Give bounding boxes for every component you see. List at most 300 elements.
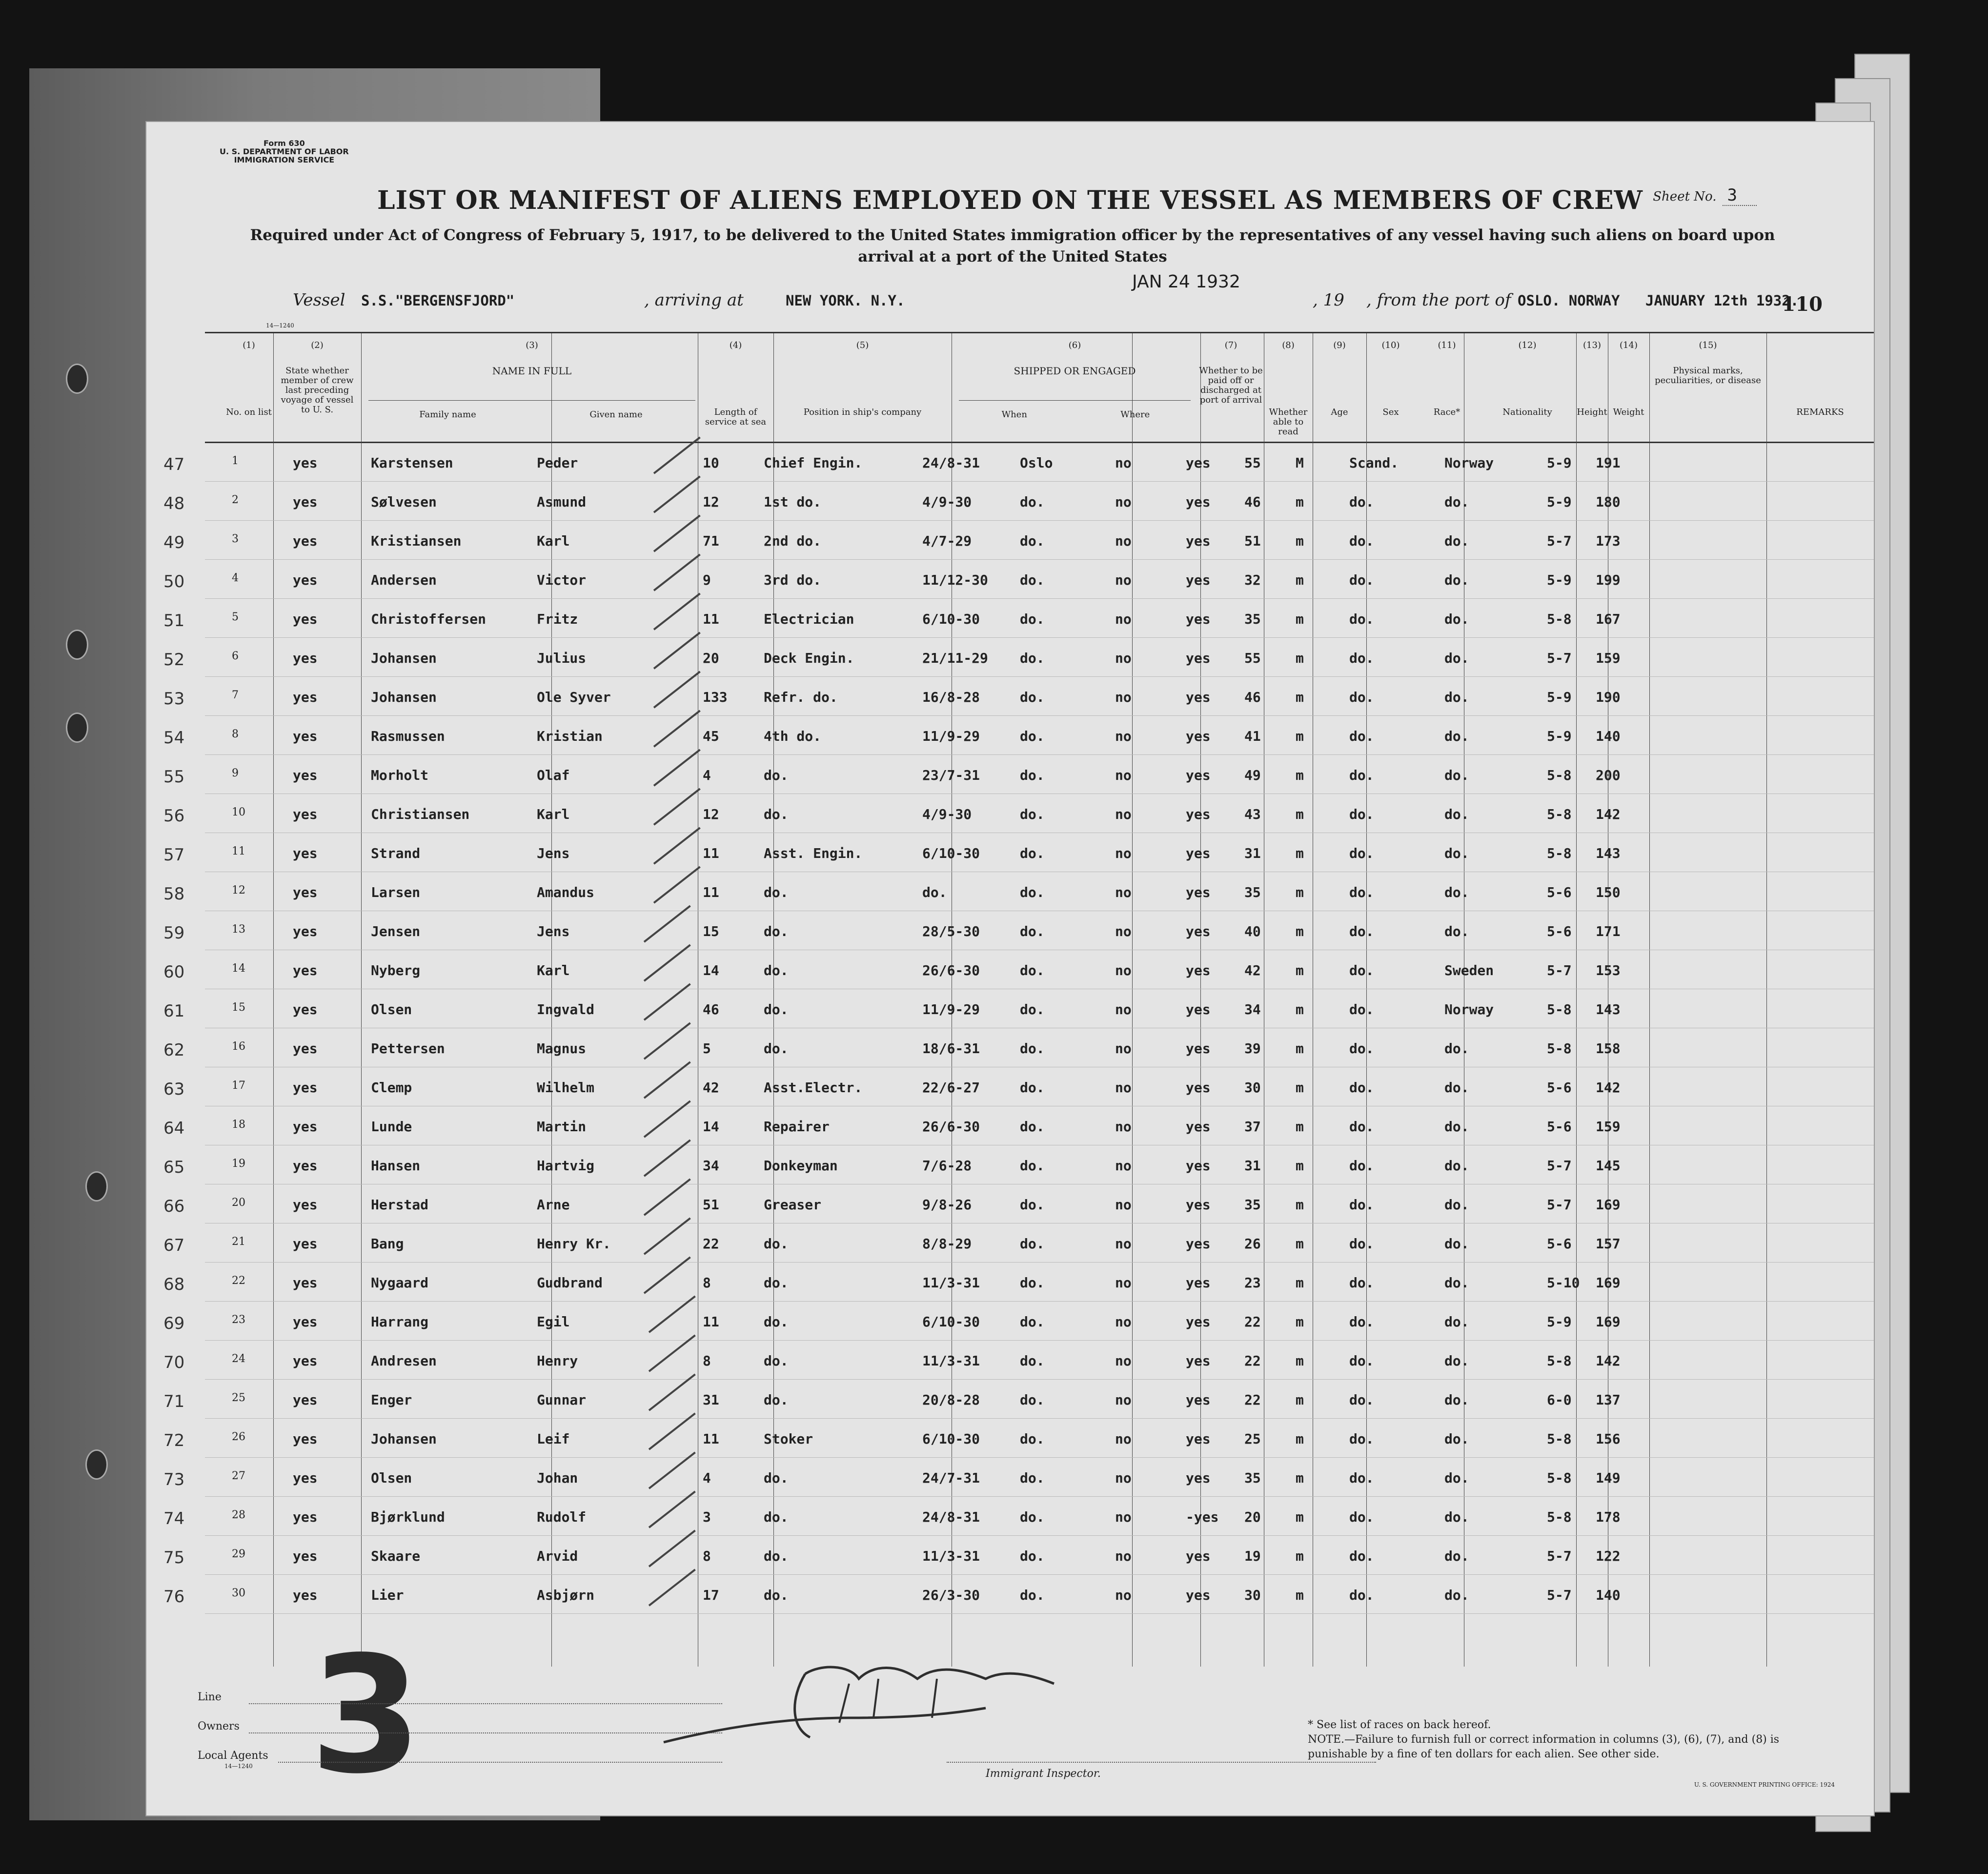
cell-read: yes xyxy=(1186,1080,1211,1096)
cell-sex: m xyxy=(1296,806,1304,822)
cell-age: 46 xyxy=(1244,689,1261,705)
cell-where: do. xyxy=(1020,1001,1045,1018)
column-header: Race* xyxy=(1433,407,1461,417)
cell-age: 34 xyxy=(1244,1001,1261,1018)
row-rule xyxy=(205,1496,1874,1497)
cell-no: 28 xyxy=(232,1509,245,1521)
cell-paid: no xyxy=(1115,572,1132,588)
cell-sex: m xyxy=(1296,1353,1304,1369)
cell-when: 23/7-31 xyxy=(922,767,980,783)
cell-no: 9 xyxy=(232,767,239,779)
cell-read: yes xyxy=(1186,689,1211,705)
cell-no: 20 xyxy=(232,1197,245,1209)
cell-nat: do. xyxy=(1444,1040,1469,1057)
cell-prev: yes xyxy=(293,1509,318,1525)
cell-no: 13 xyxy=(232,923,245,936)
column-header: Whether able to read xyxy=(1269,407,1308,437)
cell-race: do. xyxy=(1349,962,1374,978)
cell-weight: 150 xyxy=(1596,884,1621,900)
cell-prev: yes xyxy=(293,1353,318,1369)
table-row xyxy=(146,1459,1874,1498)
from-port-label: , from the port of xyxy=(1366,290,1511,310)
cell-no: 11 xyxy=(232,845,245,857)
table-row xyxy=(146,835,1874,874)
cell-position: Greaser xyxy=(764,1197,822,1213)
cell-weight: 167 xyxy=(1596,611,1621,627)
cell-no: 6 xyxy=(232,650,239,662)
cell-prev: yes xyxy=(293,1548,318,1564)
cell-sex: m xyxy=(1296,1548,1304,1564)
fine-note: NOTE.—Failure to furnish full or correct information in columns (3), (6), (7), and (8) is punishable by a fine of ten dollars for each alien. See other side. xyxy=(1308,1733,1780,1760)
cell-sex: m xyxy=(1296,1275,1304,1291)
cell-read: yes xyxy=(1186,884,1211,900)
cell-nat: do. xyxy=(1444,1587,1469,1603)
cell-idx: 63 xyxy=(163,1080,185,1099)
cell-paid: no xyxy=(1115,884,1132,900)
cell-family: Andersen xyxy=(371,572,437,588)
cell-family: Rasmussen xyxy=(371,728,445,744)
cell-idx: 64 xyxy=(163,1119,185,1138)
cell-weight: 143 xyxy=(1596,1001,1621,1018)
cell-paid: no xyxy=(1115,962,1132,978)
punch-hole xyxy=(85,1449,108,1480)
column-subheader: When xyxy=(1001,409,1027,420)
vessel-label: Vessel xyxy=(293,290,345,310)
cell-no: 23 xyxy=(232,1314,245,1326)
cell-paid: no xyxy=(1115,1119,1132,1135)
cell-height: 5-10 xyxy=(1547,1275,1580,1291)
cell-when: 20/8-28 xyxy=(922,1392,980,1408)
cell-no: 25 xyxy=(232,1392,245,1404)
cell-given: Johan xyxy=(537,1470,578,1486)
cell-height: 5-6 xyxy=(1547,923,1572,939)
cell-height: 5-6 xyxy=(1547,1119,1572,1135)
cell-race: do. xyxy=(1349,1040,1374,1057)
cell-family: Nygaard xyxy=(371,1275,429,1291)
cell-service: 15 xyxy=(703,923,719,939)
cell-paid: no xyxy=(1115,533,1132,549)
cell-given: Karl xyxy=(537,962,570,978)
cell-age: 23 xyxy=(1244,1275,1261,1291)
column-number: (14) xyxy=(1620,340,1638,350)
cell-race: do. xyxy=(1349,494,1374,510)
cell-nat: do. xyxy=(1444,767,1469,783)
cell-where: do. xyxy=(1020,845,1045,861)
cell-when: 26/3-30 xyxy=(922,1587,980,1603)
cell-position: do. xyxy=(764,1001,789,1018)
cell-paid: no xyxy=(1115,455,1132,471)
column-number: (3) xyxy=(526,340,538,350)
cell-position: do. xyxy=(764,767,789,783)
cell-race: do. xyxy=(1349,1001,1374,1018)
large-sheet-number: 3 xyxy=(310,1622,422,1809)
cell-no: 16 xyxy=(232,1040,245,1053)
cell-given: Victor xyxy=(537,572,587,588)
cell-where: do. xyxy=(1020,572,1045,588)
cell-paid: no xyxy=(1115,806,1132,822)
row-rule xyxy=(205,637,1874,638)
cell-service: 12 xyxy=(703,494,719,510)
cell-sex: m xyxy=(1296,1314,1304,1330)
cell-where: do. xyxy=(1020,1470,1045,1486)
cell-sex: m xyxy=(1296,1392,1304,1408)
cell-no: 10 xyxy=(232,806,245,818)
cell-sex: m xyxy=(1296,689,1304,705)
cell-nat: do. xyxy=(1444,1392,1469,1408)
cell-race: do. xyxy=(1349,884,1374,900)
cell-no: 18 xyxy=(232,1119,245,1131)
cell-weight: 169 xyxy=(1596,1275,1621,1291)
cell-nat: do. xyxy=(1444,806,1469,822)
cell-given: Asbjørn xyxy=(537,1587,595,1603)
cell-service: 8 xyxy=(703,1548,711,1564)
cell-read: yes xyxy=(1186,1392,1211,1408)
column-number: (9) xyxy=(1333,340,1346,350)
cell-family: Morholt xyxy=(371,767,429,783)
cell-idx: 48 xyxy=(163,494,185,513)
arriving-label: , arriving at xyxy=(644,290,744,310)
cell-height: 5-7 xyxy=(1547,962,1572,978)
cell-paid: no xyxy=(1115,1431,1132,1447)
cell-position: 4th do. xyxy=(764,728,822,744)
cell-given: Egil xyxy=(537,1314,570,1330)
cell-read: yes xyxy=(1186,1275,1211,1291)
cell-position: Stoker xyxy=(764,1431,813,1447)
table-row xyxy=(146,1498,1874,1537)
punch-hole xyxy=(85,1171,108,1202)
agents-rule xyxy=(278,1762,722,1763)
column-number: (1) xyxy=(243,340,255,350)
cell-height: 5-7 xyxy=(1547,1548,1572,1564)
cell-service: 17 xyxy=(703,1587,719,1603)
cell-where: do. xyxy=(1020,1353,1045,1369)
cell-given: Hartvig xyxy=(537,1158,595,1174)
cell-when: 11/3-31 xyxy=(922,1548,980,1564)
cell-service: 5 xyxy=(703,1040,711,1057)
vessel-name: S.S."BERGENSFJORD" xyxy=(361,292,515,309)
cell-family: Pettersen xyxy=(371,1040,445,1057)
cell-race: do. xyxy=(1349,1509,1374,1525)
cell-prev: yes xyxy=(293,1236,318,1252)
cell-given: Arvid xyxy=(537,1548,578,1564)
column-header: Height xyxy=(1577,407,1607,417)
cell-prev: yes xyxy=(293,611,318,627)
cell-race: do. xyxy=(1349,1236,1374,1252)
cell-nat: do. xyxy=(1444,845,1469,861)
column-header: Age xyxy=(1331,407,1348,417)
cell-nat: do. xyxy=(1444,1431,1469,1447)
cell-read: yes xyxy=(1186,962,1211,978)
cell-no: 2 xyxy=(232,494,239,506)
cell-position: do. xyxy=(764,1353,789,1369)
cell-prev: yes xyxy=(293,572,318,588)
cell-when: 24/8-31 xyxy=(922,1509,980,1525)
cell-family: Bang xyxy=(371,1236,404,1252)
cell-nat: do. xyxy=(1444,728,1469,744)
cell-where: do. xyxy=(1020,1587,1045,1603)
table-row xyxy=(146,717,1874,756)
cell-weight: 145 xyxy=(1596,1158,1621,1174)
cell-when: 9/8-26 xyxy=(922,1197,972,1213)
cell-weight: 140 xyxy=(1596,728,1621,744)
cell-nat: do. xyxy=(1444,533,1469,549)
cell-when: 4/9-30 xyxy=(922,806,972,822)
table-row xyxy=(146,1576,1874,1615)
cell-where: do. xyxy=(1020,962,1045,978)
cell-where: do. xyxy=(1020,611,1045,627)
cell-family: Hansen xyxy=(371,1158,421,1174)
cell-family: Sølvesen xyxy=(371,494,437,510)
cell-paid: no xyxy=(1115,650,1132,666)
cell-age: 41 xyxy=(1244,728,1261,744)
cell-nat: do. xyxy=(1444,611,1469,627)
cell-given: Jens xyxy=(537,923,570,939)
departure-port: OSLO. NORWAY JANUARY 12th 1932. xyxy=(1518,292,1799,309)
cell-where: do. xyxy=(1020,1509,1045,1525)
cell-prev: yes xyxy=(293,1040,318,1057)
cell-read: yes xyxy=(1186,533,1211,549)
table-row xyxy=(146,1537,1874,1576)
cell-sex: m xyxy=(1296,1080,1304,1096)
column-header: REMARKS xyxy=(1796,407,1844,417)
cell-nat: do. xyxy=(1444,1509,1469,1525)
cell-sex: m xyxy=(1296,1236,1304,1252)
cell-prev: yes xyxy=(293,494,318,510)
column-subheader: Where xyxy=(1120,409,1150,420)
cell-no: 29 xyxy=(232,1548,245,1560)
row-rule xyxy=(205,754,1874,755)
cell-nat: Sweden xyxy=(1444,962,1494,978)
cell-family: Christiansen xyxy=(371,806,470,822)
row-rule xyxy=(205,1535,1874,1536)
cell-position: do. xyxy=(764,884,789,900)
cell-read: yes xyxy=(1186,728,1211,744)
punch-hole xyxy=(66,630,88,660)
arrival-port: NEW YORK. N.Y. xyxy=(786,292,905,309)
column-header: Nationality xyxy=(1502,407,1552,417)
cell-position: do. xyxy=(764,923,789,939)
cell-idx: 69 xyxy=(163,1314,185,1333)
cell-paid: no xyxy=(1115,1197,1132,1213)
cell-age: 39 xyxy=(1244,1040,1261,1057)
cell-height: 5-8 xyxy=(1547,767,1572,783)
races-note: * See list of races on back hereof. xyxy=(1308,1719,1491,1731)
cell-weight: 157 xyxy=(1596,1236,1621,1252)
cell-where: do. xyxy=(1020,1119,1045,1135)
cell-race: do. xyxy=(1349,611,1374,627)
cell-position: Repairer xyxy=(764,1119,830,1135)
table-row xyxy=(146,1186,1874,1225)
cell-no: 4 xyxy=(232,572,239,584)
cell-position: do. xyxy=(764,1040,789,1057)
table-row xyxy=(146,444,1874,483)
cell-nat: do. xyxy=(1444,1080,1469,1096)
cell-paid: no xyxy=(1115,1470,1132,1486)
cell-age: 26 xyxy=(1244,1236,1261,1252)
cell-height: 5-8 xyxy=(1547,1431,1572,1447)
cell-position: 1st do. xyxy=(764,494,822,510)
cell-sex: m xyxy=(1296,767,1304,783)
row-rule xyxy=(205,676,1874,677)
cell-nat: do. xyxy=(1444,650,1469,666)
table-row xyxy=(146,952,1874,991)
column-number: (6) xyxy=(1068,340,1081,350)
column-subheader: Given name xyxy=(589,409,643,420)
cell-idx: 54 xyxy=(163,728,185,748)
cell-age: 22 xyxy=(1244,1314,1261,1330)
cell-read: yes xyxy=(1186,650,1211,666)
cell-weight: 153 xyxy=(1596,962,1621,978)
cell-family: Jensen xyxy=(371,923,421,939)
cell-no: 3 xyxy=(232,533,239,545)
cell-idx: 49 xyxy=(163,533,185,552)
cell-when: 11/3-31 xyxy=(922,1353,980,1369)
cell-weight: 169 xyxy=(1596,1314,1621,1330)
cell-given: Peder xyxy=(537,455,578,471)
cell-family: Bjørklund xyxy=(371,1509,445,1525)
cell-sex: m xyxy=(1296,923,1304,939)
cell-race: do. xyxy=(1349,572,1374,588)
cell-race: do. xyxy=(1349,806,1374,822)
inspector-rule xyxy=(947,1762,1376,1763)
cell-read: yes xyxy=(1186,1040,1211,1057)
cell-given: Asmund xyxy=(537,494,587,510)
table-row xyxy=(146,1342,1874,1381)
cell-family: Karstensen xyxy=(371,455,453,471)
cell-paid: no xyxy=(1115,1353,1132,1369)
cell-prev: yes xyxy=(293,1392,318,1408)
cell-paid: no xyxy=(1115,1509,1132,1525)
cell-height: 5-7 xyxy=(1547,1158,1572,1174)
cell-family: Olsen xyxy=(371,1470,412,1486)
column-number: (13) xyxy=(1583,340,1601,350)
table-row xyxy=(146,639,1874,678)
cell-weight: 159 xyxy=(1596,650,1621,666)
cell-sex: m xyxy=(1296,1119,1304,1135)
cell-read: yes xyxy=(1186,767,1211,783)
cell-service: 31 xyxy=(703,1392,719,1408)
cell-read: yes xyxy=(1186,1431,1211,1447)
cell-where: do. xyxy=(1020,533,1045,549)
cell-sex: M xyxy=(1296,455,1304,471)
cell-weight: 190 xyxy=(1596,689,1621,705)
sheet-number-label: Sheet No. xyxy=(1653,189,1717,204)
cell-prev: yes xyxy=(293,767,318,783)
cell-weight: 137 xyxy=(1596,1392,1621,1408)
cell-service: 46 xyxy=(703,1001,719,1018)
cell-position: do. xyxy=(764,1548,789,1564)
cell-age: 22 xyxy=(1244,1392,1261,1408)
cell-idx: 68 xyxy=(163,1275,185,1294)
cell-family: Herstad xyxy=(371,1197,429,1213)
cell-weight: 159 xyxy=(1596,1119,1621,1135)
cell-where: do. xyxy=(1020,1080,1045,1096)
cell-paid: no xyxy=(1115,1001,1132,1018)
row-rule xyxy=(205,1379,1874,1380)
cell-when: 11/9-29 xyxy=(922,1001,980,1018)
cell-position: Electrician xyxy=(764,611,854,627)
cell-family: Kristiansen xyxy=(371,533,462,549)
cell-weight: 156 xyxy=(1596,1431,1621,1447)
cell-nat: do. xyxy=(1444,1470,1469,1486)
cell-age: 35 xyxy=(1244,1470,1261,1486)
cell-idx: 47 xyxy=(163,455,185,474)
table-row xyxy=(146,1264,1874,1303)
cell-weight: 143 xyxy=(1596,845,1621,861)
cell-no: 30 xyxy=(232,1587,245,1599)
cell-height: 5-9 xyxy=(1547,572,1572,588)
cell-no: 21 xyxy=(232,1236,245,1248)
agents-code: 14—1240 xyxy=(224,1763,253,1770)
cell-idx: 74 xyxy=(163,1509,185,1528)
cell-age: 55 xyxy=(1244,455,1261,471)
cell-read: yes xyxy=(1186,1353,1211,1369)
cell-position: 3rd do. xyxy=(764,572,822,588)
cell-race: do. xyxy=(1349,845,1374,861)
cell-weight: 142 xyxy=(1596,806,1621,822)
cell-position: do. xyxy=(764,1314,789,1330)
cell-family: Nyberg xyxy=(371,962,421,978)
cell-nat: do. xyxy=(1444,494,1469,510)
cell-position: Chief Engin. xyxy=(764,455,863,471)
cell-read: yes xyxy=(1186,1158,1211,1174)
table-row xyxy=(146,1069,1874,1108)
cell-where: do. xyxy=(1020,1197,1045,1213)
cell-nat: do. xyxy=(1444,1119,1469,1135)
cell-nat: do. xyxy=(1444,1197,1469,1213)
table-row xyxy=(146,756,1874,795)
page-number: 110 xyxy=(1782,293,1823,316)
cell-weight: 158 xyxy=(1596,1040,1621,1057)
cell-service: 51 xyxy=(703,1197,719,1213)
punch-hole xyxy=(66,713,88,743)
cell-prev: yes xyxy=(293,806,318,822)
cell-position: do. xyxy=(764,1509,789,1525)
cell-sex: m xyxy=(1296,572,1304,588)
cell-service: 4 xyxy=(703,767,711,783)
cell-weight: 200 xyxy=(1596,767,1621,783)
cell-nat: do. xyxy=(1444,1548,1469,1564)
cell-height: 5-7 xyxy=(1547,650,1572,666)
cell-idx: 72 xyxy=(163,1431,185,1450)
cell-service: 8 xyxy=(703,1353,711,1369)
cell-service: 4 xyxy=(703,1470,711,1486)
cell-idx: 65 xyxy=(163,1158,185,1177)
cell-nat: do. xyxy=(1444,884,1469,900)
cell-given: Leif xyxy=(537,1431,570,1447)
cell-position: do. xyxy=(764,962,789,978)
cell-service: 42 xyxy=(703,1080,719,1096)
cell-age: 49 xyxy=(1244,767,1261,783)
cell-read: yes xyxy=(1186,923,1211,939)
cell-given: Olaf xyxy=(537,767,570,783)
cell-service: 71 xyxy=(703,533,719,549)
cell-idx: 61 xyxy=(163,1001,185,1021)
table-row xyxy=(146,1108,1874,1147)
cell-no: 15 xyxy=(232,1001,245,1014)
printing-office: U. S. GOVERNMENT PRINTING OFFICE: 1924 xyxy=(1694,1781,1835,1788)
column-header: Length of service at sea xyxy=(705,407,767,427)
inspector-signature xyxy=(644,1645,1122,1757)
local-agents-label: Local Agents xyxy=(198,1750,268,1762)
cell-prev: yes xyxy=(293,650,318,666)
cell-idx: 55 xyxy=(163,767,185,787)
cell-paid: no xyxy=(1115,1548,1132,1564)
cell-given: Julius xyxy=(537,650,587,666)
cell-race: do. xyxy=(1349,923,1374,939)
column-number: (8) xyxy=(1282,340,1295,350)
cell-service: 14 xyxy=(703,962,719,978)
